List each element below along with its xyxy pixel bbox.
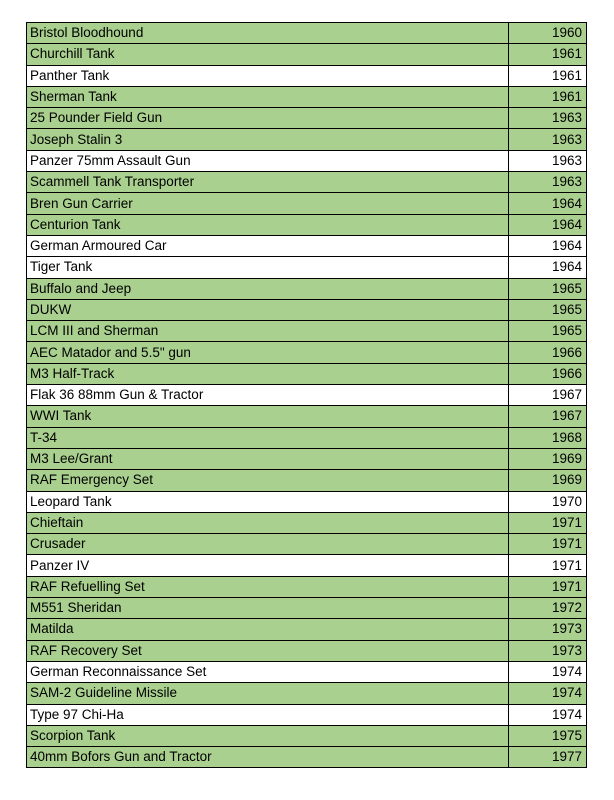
item-name-cell[interactable]: Panzer IV (27, 555, 509, 576)
item-year-cell[interactable]: 1969 (509, 448, 587, 469)
table-row (27, 704, 587, 725)
item-year-cell[interactable]: 1969 (509, 470, 587, 491)
item-year-cell[interactable]: 1966 (509, 363, 587, 384)
item-year-cell[interactable]: 1965 (509, 321, 587, 342)
item-name-cell[interactable]: RAF Emergency Set (27, 470, 509, 491)
item-year-cell[interactable]: 1965 (509, 278, 587, 299)
item-name-cell[interactable]: T-34 (27, 427, 509, 448)
item-name-cell[interactable]: Scammell Tank Transporter (27, 172, 509, 193)
item-year-cell[interactable]: 1960 (509, 23, 587, 44)
table-row (27, 23, 587, 44)
item-name-cell[interactable]: M551 Sheridan (27, 598, 509, 619)
table-row (27, 342, 587, 363)
item-name-cell[interactable]: SAM-2 Guideline Missile (27, 683, 509, 704)
table-row (27, 470, 587, 491)
item-year-cell[interactable]: 1963 (509, 108, 587, 129)
table-row (27, 555, 587, 576)
item-name-cell[interactable]: Matilda (27, 619, 509, 640)
item-year-cell[interactable]: 1973 (509, 619, 587, 640)
item-year-cell[interactable]: 1974 (509, 683, 587, 704)
item-year-cell[interactable]: 1974 (509, 661, 587, 682)
table-row (27, 44, 587, 65)
table-row (27, 385, 587, 406)
item-name-cell[interactable]: 40mm Bofors Gun and Tractor (27, 747, 509, 768)
item-year-cell[interactable]: 1973 (509, 640, 587, 661)
table-row (27, 150, 587, 171)
table-row (27, 598, 587, 619)
item-year-cell[interactable]: 1971 (509, 555, 587, 576)
item-name-cell[interactable]: Type 97 Chi-Ha (27, 704, 509, 725)
item-year-cell[interactable]: 1964 (509, 257, 587, 278)
item-year-cell[interactable]: 1971 (509, 512, 587, 533)
table-row (27, 278, 587, 299)
item-year-cell[interactable]: 1964 (509, 214, 587, 235)
item-name-cell[interactable]: RAF Recovery Set (27, 640, 509, 661)
table-row (27, 299, 587, 320)
table-row (27, 512, 587, 533)
item-name-cell[interactable]: Panther Tank (27, 65, 509, 86)
item-name-cell[interactable]: M3 Lee/Grant (27, 448, 509, 469)
table-row (27, 725, 587, 746)
table-row (27, 214, 587, 235)
table-row (27, 65, 587, 86)
table-row (27, 747, 587, 768)
table-row (27, 108, 587, 129)
table-row (27, 406, 587, 427)
item-name-cell[interactable]: RAF Refuelling Set (27, 576, 509, 597)
table-row (27, 235, 587, 256)
item-year-cell[interactable]: 1965 (509, 299, 587, 320)
item-year-cell[interactable]: 1977 (509, 747, 587, 768)
item-year-cell[interactable]: 1966 (509, 342, 587, 363)
table-row (27, 257, 587, 278)
table-row (27, 129, 587, 150)
item-year-cell[interactable]: 1963 (509, 172, 587, 193)
item-name-cell[interactable]: Chieftain (27, 512, 509, 533)
item-year-cell[interactable]: 1964 (509, 193, 587, 214)
item-year-cell[interactable]: 1961 (509, 86, 587, 107)
item-year-cell[interactable]: 1964 (509, 235, 587, 256)
table-row (27, 193, 587, 214)
item-name-cell[interactable]: Panzer 75mm Assault Gun (27, 150, 509, 171)
item-name-cell[interactable]: 25 Pounder Field Gun (27, 108, 509, 129)
item-year-cell[interactable]: 1971 (509, 576, 587, 597)
item-name-cell[interactable]: Bren Gun Carrier (27, 193, 509, 214)
item-name-cell[interactable]: Leopard Tank (27, 491, 509, 512)
table-row (27, 576, 587, 597)
item-year-cell[interactable]: 1972 (509, 598, 587, 619)
item-name-cell[interactable]: AEC Matador and 5.5" gun (27, 342, 509, 363)
item-year-cell[interactable]: 1970 (509, 491, 587, 512)
table-row (27, 427, 587, 448)
item-name-cell[interactable]: Centurion Tank (27, 214, 509, 235)
spreadsheet-sheet (26, 22, 586, 768)
table-row (27, 321, 587, 342)
item-name-cell[interactable]: Tiger Tank (27, 257, 509, 278)
item-name-cell[interactable]: DUKW (27, 299, 509, 320)
table-row (27, 448, 587, 469)
item-name-cell[interactable]: Sherman Tank (27, 86, 509, 107)
table-row (27, 683, 587, 704)
table-row (27, 172, 587, 193)
table-row (27, 491, 587, 512)
item-name-cell[interactable]: Churchill Tank (27, 44, 509, 65)
item-year-cell[interactable]: 1967 (509, 406, 587, 427)
item-year-cell[interactable]: 1961 (509, 65, 587, 86)
item-year-cell[interactable]: 1961 (509, 44, 587, 65)
item-year-cell[interactable]: 1975 (509, 725, 587, 746)
item-name-cell[interactable]: LCM III and Sherman (27, 321, 509, 342)
item-name-cell[interactable]: Scorpion Tank (27, 725, 509, 746)
item-year-cell[interactable]: 1963 (509, 150, 587, 171)
table-row (27, 534, 587, 555)
item-name-cell[interactable]: Joseph Stalin 3 (27, 129, 509, 150)
item-name-cell[interactable]: German Armoured Car (27, 235, 509, 256)
table-row (27, 363, 587, 384)
item-name-cell[interactable]: Flak 36 88mm Gun & Tractor (27, 385, 509, 406)
item-name-cell[interactable]: Buffalo and Jeep (27, 278, 509, 299)
table-body (27, 23, 587, 768)
item-year-cell[interactable]: 1968 (509, 427, 587, 448)
item-year-cell[interactable]: 1971 (509, 534, 587, 555)
table-row (27, 86, 587, 107)
table-row (27, 619, 587, 640)
item-year-cell[interactable]: 1963 (509, 129, 587, 150)
item-name-cell[interactable]: Bristol Bloodhound (27, 23, 509, 44)
item-name-cell[interactable]: German Reconnaissance Set (27, 661, 509, 682)
item-year-cell[interactable]: 1967 (509, 385, 587, 406)
item-name-cell[interactable]: Crusader (27, 534, 509, 555)
table-row (27, 640, 587, 661)
item-name-cell[interactable]: M3 Half-Track (27, 363, 509, 384)
item-name-cell[interactable]: WWI Tank (27, 406, 509, 427)
item-year-cell[interactable]: 1974 (509, 704, 587, 725)
model-kits-table (26, 22, 587, 768)
table-row (27, 661, 587, 682)
